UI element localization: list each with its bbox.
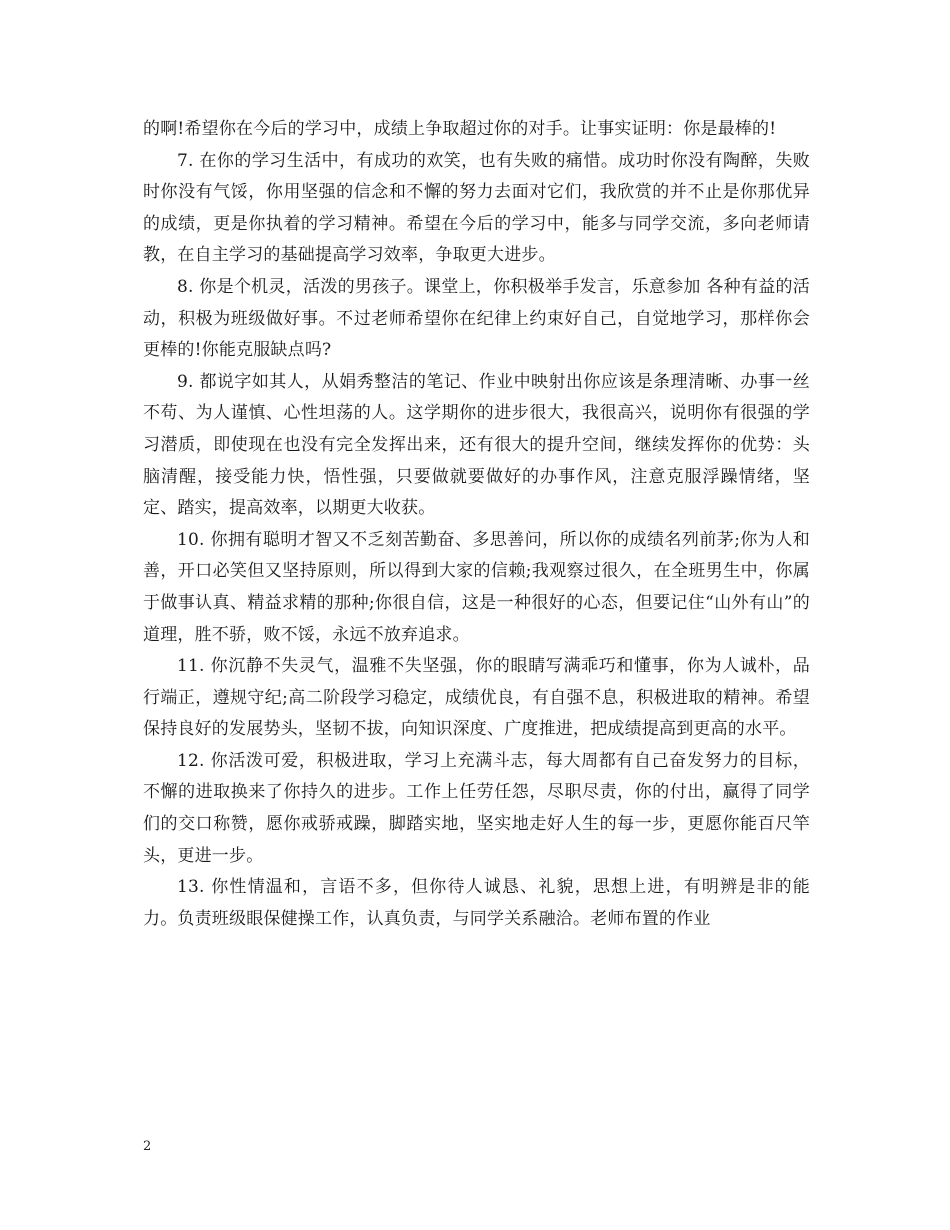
paragraph-item-11: 11. 你沉静不失灵气，温雅不失坚强，你的眼睛写满乖巧和懂事，你为人诚朴，品行端正，遵规守纪;高二阶段学习稳定，成绩优良，有自强不息，积极进取的精神。希望保持良好的发展势头，坚韧不拔，向知识深度、广度推进，把成绩提高到更高的水平。	[143, 656, 810, 740]
paragraph-item-7: 7. 在你的学习生活中，有成功的欢笑，也有失败的痛惜。成功时你没有陶醉，失败时你没有气馁，你用坚强的信念和不懈的努力去面对它们，我欣赏的并不止是你那优异的成绩，更是你执着的学习精神。希望在今后的学习中，能多与同学交流，多向老师请教，在自主学习的基础提高学习效率，争取更大进步。	[143, 150, 810, 266]
paragraph-item-8: 8. 你是个机灵，活泼的男孩子。课堂上，你积极举手发言，乐意参加 各种有益的活动，积极为班级做好事。不过老师希望你在纪律上约束好自己，自觉地学习，那样你会更棒的!你能克服缺点吗?	[143, 276, 810, 361]
paragraph-continuation: 的啊!希望你在今后的学习中，成绩上争取超过你的对手。让事实证明：你是最棒的!	[143, 119, 777, 139]
document-body	[143, 114, 810, 935]
paragraph-item-10: 10. 你拥有聪明才智又不乏刻苦勤奋、多思善问，所以你的成绩名列前茅;你为人和善，开口必笑但又坚持原则，所以得到大家的信赖;我观察过很久，在全班男生中，你属于做事认真、精益求精的那种;你很自信，这是一种很好的心态，但要记住“山外有山”的道理，胜不骄，败不馁，永远不放弃追求。	[143, 529, 810, 645]
paragraph-item-12: 12. 你活泼可爱，积极进取，学习上充满斗志，每大周都有自己奋发努力的目标，不懈的进取换来了你持久的进步。工作上任劳任怨，尽职尽责，你的付出，赢得了同学们的交口称赞，愿你戒骄戒躁，脚踏实地，坚实地走好人生的每一步，更愿你能百尺竿头，更进一步。	[143, 750, 810, 866]
paragraph-item-13: 13. 你性情温和，言语不多，但你待人诚恳、礼貌，思想上进，有明辨是非的能力。负责班级眼保健操工作，认真负责，与同学关系融洽。老师布置的作业	[143, 877, 810, 929]
paragraph-item-9: 9. 都说字如其人，从娟秀整洁的笔记、作业中映射出你应该是条理清晰、办事一丝不苟、为人谨慎、心性坦荡的人。这学期你的进步很大，我很高兴，说明你有很强的学习潜质，即使现在也没有完全发挥出来，还有很大的提升空间，继续发挥你的优势：头脑清醒，接受能力快，悟性强，只要做就要做好的办事作风，注意克服浮躁情绪，坚定、踏实，提高效率，以期更大收获。	[143, 371, 810, 519]
page-number: 2	[143, 1139, 152, 1154]
